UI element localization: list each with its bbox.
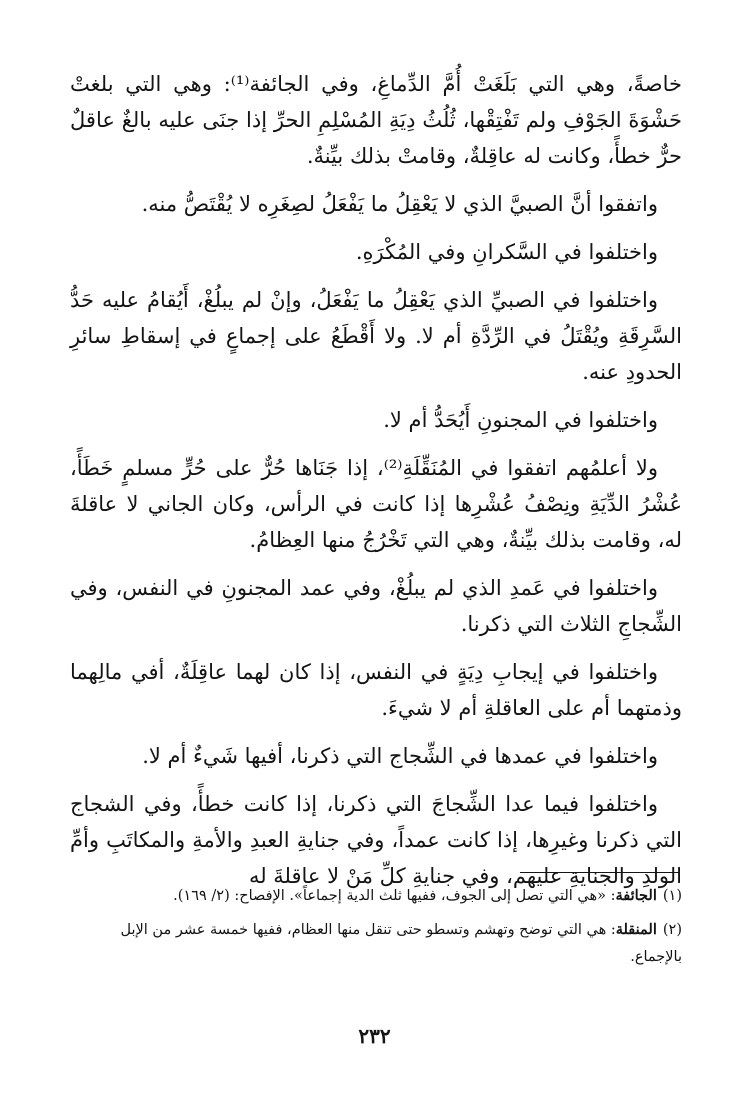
footnote-term: الجائفة xyxy=(615,887,657,904)
paragraph: واختلفوا في عَمدِ الذي لم يبلُغْ، وفي عمد المجنونِ في النفس، وفي الشِّجاجِ الثلاث التي ذكرنا. xyxy=(70,576,682,636)
page-number: ٢٣٢ xyxy=(358,1024,391,1048)
footnotes xyxy=(72,882,682,977)
paragraph: واختلفوا فيما عدا الشِّجاجَ التي ذكرنا، إذا كانت خطأً، وفي الشجاج التي ذكرنا وغيرِها، إذا كانت عمداً، وفي جنايةِ العبدِ والأمةِ والمكاتَبِ وأمِّ الولدِ والجنايةِ عليهم، وفي جنايةِ كلِّ مَنْ لا عاقلةَ له xyxy=(70,792,682,888)
paragraph: واختلفوا في المجنونِ أَيُحَدُّ أم لا. xyxy=(383,408,658,432)
paragraph: واختلفوا في السَّكرانِ وفي المُكْرَهِ. xyxy=(355,240,658,264)
footnote-text: : هي التي توضح وتهشم وتسطو حتى تنقل منها العظام، ففيها خمسة عشر من الإبل بالإجماع. xyxy=(120,922,682,965)
footnote-number: (٢) xyxy=(662,922,682,938)
paragraph: واختلفوا في إيجابِ دِيَةٍ في النفس، إذا كان لهما عاقِلَةٌ، أفي مالِهما وذمتهما أم على العاقلةِ أم لا شيءَ. xyxy=(70,660,682,720)
paragraph: خاصةً، وهي التي بَلَغَتْ أُمَّ الدِّماغِ، وفي الجائفة⁽¹⁾: وهي التي بلغتْ حَشْوَةَ الجَوْفِ ولم تَفْتِقْها، ثُلُثُ دِيَةِ المُسْلِمِ الحرِّ إذا جنَى عليه بالغٌ عاقلٌ حرٌّ خطأً، وكانت له عاقِلةٌ، وقامتْ بذلك بيِّنةٌ. xyxy=(70,72,682,168)
footnote-term: المنقلة xyxy=(615,921,657,938)
footnote-number: (١) xyxy=(662,888,682,904)
footnote xyxy=(72,916,682,971)
paragraph: واختلفوا في عمدها في الشِّجاج التي ذكرنا، أفيها شَيءٌ أم لا. xyxy=(142,744,658,768)
main-text xyxy=(70,66,682,906)
footnote-divider xyxy=(520,872,680,873)
paragraph: واتفقوا أنَّ الصبيَّ الذي لا يَعْقِلُ ما يَفْعَلُ لصِغَرِه لا يُقْتَصُّ منه. xyxy=(141,192,658,216)
paragraph: واختلفوا في الصبيِّ الذي يَعْقِلُ ما يَفْعَلُ، وإنْ لم يبلُغْ، أَيُقامُ عليه حَدُّ السَّرِقَةِ ويُقْتَلُ في الرِّدَّةِ أم لا. ولا أَقْطَعُ على إجماعٍ في إسقاطِ سائرِ الحدودِ عنه. xyxy=(70,288,682,384)
footnote-text: : «هي التي تصل إلى الجوف، ففيها ثلث الدية إجماعاً». الإفصاح: (٢/ ١٦٩). xyxy=(173,888,616,904)
footnote xyxy=(72,882,682,910)
paragraph: ولا أعلمُهم اتفقوا في المُنَقِّلَةِ⁽²⁾، إذا جَنَاها حُرٌّ على حُرٍّ مسلمٍ خَطَأً، عُشْرُ الدِّيَةِ ونِصْفُ عُشْرِها إذا كانت في الرأس، وكان الجاني لا عاقلةَ له، وقامت بذلك بيِّنةٌ، وهي التي تَخْرُجُ منها العِظامُ. xyxy=(70,456,682,552)
